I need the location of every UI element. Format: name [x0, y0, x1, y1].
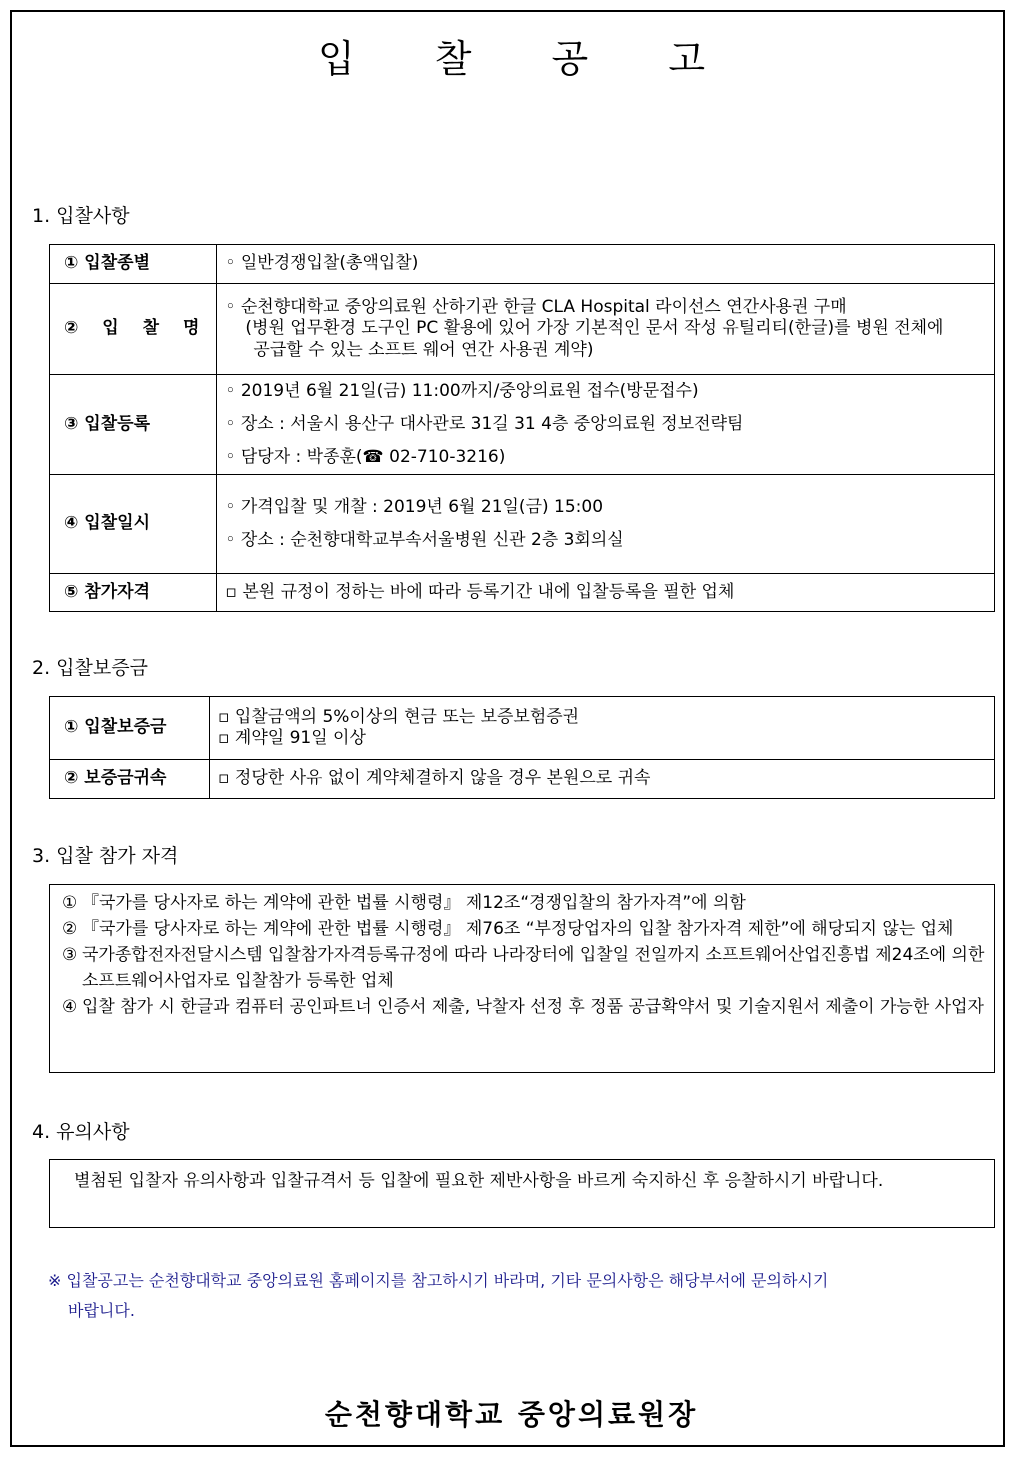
bid-name-line: (병원 업무환경 도구인 PC 활용에 있어 가장 기본적인 문서 작성 유틸리티(한글)를 병원 전체에 [245, 318, 944, 339]
list-item-number: ③ [62, 945, 78, 965]
page-title: 입 찰 공 고 [317, 37, 740, 81]
deposit-value [210, 697, 995, 760]
deposit-reversion-value: ▫ 정당한 사유 없이 계약체결하지 않을 경우 본원으로 귀속 [210, 760, 995, 799]
list-item-text: 국가종합전자전달시스템 입찰참가자격등록규정에 따라 나라장터에 입찰일 전일까지 소프트웨어산업진흥법 제24조에 의한 소프트웨어사업자로 입찰참가 등록한 업체 [82, 945, 985, 991]
list-item-number: ④ [62, 997, 78, 1017]
table-row [50, 574, 995, 612]
bid-registration-value [217, 375, 995, 475]
bid-name-label: ② 입 찰 명 [50, 284, 217, 375]
bid-date-value [217, 475, 995, 574]
footnote [48, 1266, 948, 1326]
footnote-line: 바랍니다. [68, 1301, 135, 1320]
deposit-reversion-label: ② 보증금귀속 [50, 760, 210, 799]
table-row [50, 375, 995, 475]
registration-deadline: ◦ 2019년 6월 21일(금) 11:00까지/중앙의료원 접수(방문접수) [225, 381, 699, 401]
notice-text: 별첨된 입찰자 유의사항과 입찰규격서 등 입찰에 필요한 제반사항을 바르게 숙지하신 후 응찰하시기 바랍니다. [74, 1171, 884, 1191]
bid-type-value: ◦ 일반경쟁입찰(총액입찰) [217, 245, 995, 284]
footnote-line: ※ 입찰공고는 순천향대학교 중앙의료원 홈페이지를 참고하시기 바라며, 기타 문의사항은 해당부서에 문의하시기 [48, 1271, 829, 1290]
list-item-text: 입찰 참가 시 한글과 컴퓨터 공인파트너 인증서 제출, 낙찰자 선정 후 정품 공급확약서 및 기술지원서 제출이 가능한 사업자 [82, 997, 984, 1017]
qualifications-box [49, 884, 995, 1073]
bid-opening-time: ◦ 가격입찰 및 개찰 : 2019년 6월 21일(금) 15:00 [225, 497, 604, 517]
list-item [50, 890, 988, 916]
deposit-line: ▫ 입찰금액의 5%이상의 현금 또는 보증보험증권 [218, 706, 580, 727]
deposit-table [49, 696, 995, 799]
deposit-label: ① 입찰보증금 [50, 697, 210, 760]
table-row [50, 475, 995, 574]
table-row [50, 760, 995, 799]
list-item-number: ② [62, 919, 78, 939]
bid-opening-place: ◦ 장소 : 순천향대학교부속서울병원 신관 2층 3회의실 [225, 530, 624, 550]
section-heading-bid-items: 1. 입찰사항 [32, 205, 130, 227]
table-row [50, 284, 995, 375]
table-row [50, 245, 995, 284]
registration-place: ◦ 장소 : 서울시 용산구 대사관로 31길 31 4층 중앙의료원 정보전략팀 [225, 414, 744, 434]
list-item-text: 『국가를 당사자로 하는 계약에 관한 법률 시행령』 제12조“경쟁입찰의 참가자격”에 의함 [82, 893, 746, 913]
list-item [50, 994, 988, 1020]
participation-qualification-value: ▫ 본원 규정이 정하는 바에 따라 등록기간 내에 입찰등록을 필한 업체 [217, 574, 995, 612]
bid-items-table [49, 244, 995, 612]
deposit-line: ▫ 계약일 91일 이상 [218, 728, 366, 748]
issuer-signature: 순천향대학교 중앙의료원장 [324, 1398, 699, 1431]
list-item-number: ① [62, 893, 78, 913]
bid-name-line: 공급할 수 있는 소프트 웨어 연간 사용권 계약) [253, 339, 594, 360]
bid-type-label: ① 입찰종별 [50, 245, 217, 284]
section-heading-notes: 4. 유의사항 [32, 1121, 130, 1143]
list-item [50, 916, 988, 942]
list-item [50, 942, 988, 994]
list-item-text: 『국가를 당사자로 하는 계약에 관한 법률 시행령』 제76조 “부정당업자의 입찰 참가자격 제한”에 해당되지 않는 업체 [82, 919, 954, 939]
section-heading-qualifications: 3. 입찰 참가 자격 [32, 845, 179, 867]
participation-qualification-label: ⑤ 참가자격 [50, 574, 217, 612]
notice-box [49, 1159, 995, 1228]
table-row [50, 697, 995, 760]
registration-contact: ◦ 담당자 : 박종훈(☎ 02-710-3216) [225, 447, 506, 467]
bid-registration-label: ③ 입찰등록 [50, 375, 217, 475]
bid-date-label: ④ 입찰일시 [50, 475, 217, 574]
section-heading-deposit: 2. 입찰보증금 [32, 657, 148, 679]
bid-name-line: ◦ 순천향대학교 중앙의료원 산하기관 한글 CLA Hospital 라이선스 연간사용권 구매 [225, 297, 847, 318]
bid-name-value [217, 284, 995, 375]
